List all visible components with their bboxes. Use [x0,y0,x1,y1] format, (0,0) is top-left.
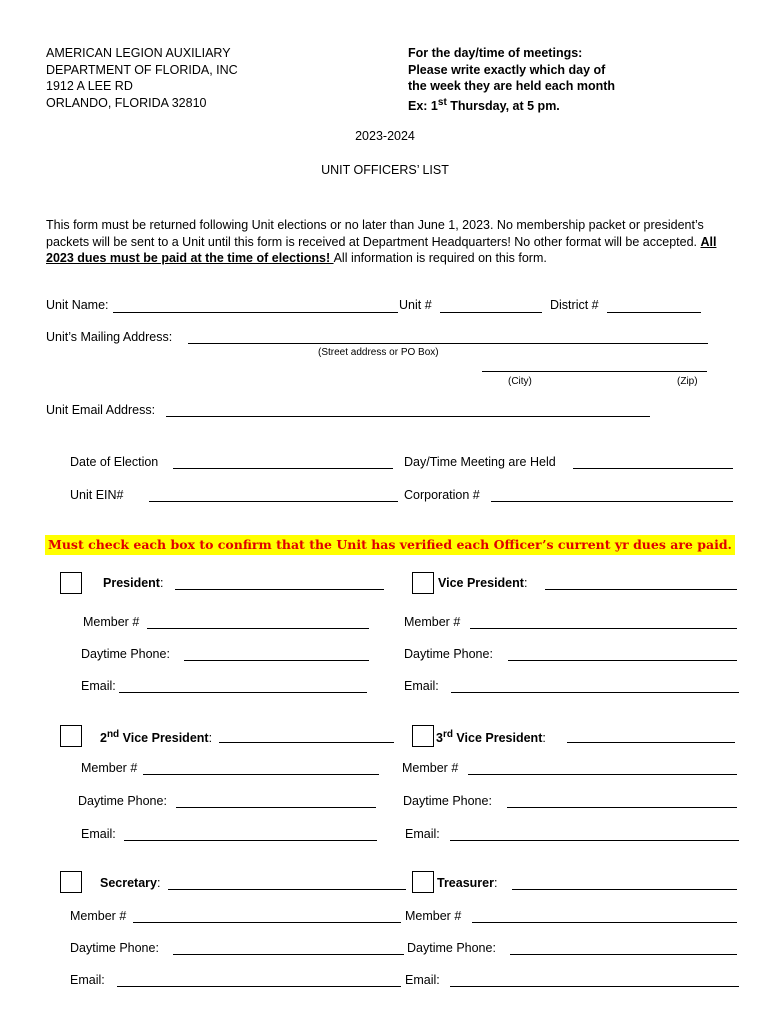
note-line: Please write exactly which day of [408,62,606,77]
second-vp-sup: nd [106,729,120,740]
zip-hint: (Zip) [677,376,698,387]
note-example-prefix: Ex: 1 [408,98,438,113]
treasurer-label [437,876,497,890]
unit-number-field[interactable] [440,312,542,313]
president-member-field[interactable] [147,628,369,629]
secretary-checkbox[interactable] [60,871,82,893]
president-checkbox[interactable] [60,572,82,594]
president-name-field[interactable] [175,589,384,590]
colon: : [159,576,164,590]
vice-president-name-field[interactable] [545,589,737,590]
unit-name-label: Unit Name: [46,298,109,312]
vice-president-phone-field[interactable] [508,660,737,661]
treasurer-checkbox[interactable] [412,871,434,893]
treasurer-name-field[interactable] [512,889,737,890]
third-vp-member-label: Member # [402,761,459,775]
second-vp-email-field[interactable] [124,840,377,841]
unit-ein-field[interactable] [149,501,398,502]
secretary-label [100,876,160,890]
second-vp-name-field[interactable] [219,742,394,743]
unit-ein-label: Unit EIN# [70,488,124,502]
colon: : [157,876,161,890]
second-vp-number: 2 [100,731,107,746]
vice-president-member-label: Member # [404,615,461,629]
election-date-field[interactable] [173,468,393,469]
form-title: UNIT OFFICERS’ LIST [321,163,449,177]
secretary-phone-field[interactable] [173,954,404,955]
treasurer-phone-field[interactable] [510,954,737,955]
secretary-phone-label: Daytime Phone: [70,941,159,955]
third-vp-email-label: Email: [405,827,440,841]
president-phone-field[interactable] [184,660,369,661]
vice-president-checkbox[interactable] [412,572,434,594]
second-vp-phone-label: Daytime Phone: [78,794,167,808]
vice-president-title: Vice President [438,576,524,590]
second-vp-phone-field[interactable] [176,807,376,808]
third-vp-member-field[interactable] [468,774,737,775]
note-example-sup: st [437,96,447,108]
third-vp-name-field[interactable] [567,742,735,743]
treasurer-phone-label: Daytime Phone: [407,941,496,955]
address-line: ORLANDO, FLORIDA 32810 [46,95,207,110]
third-vp-sup: rd [442,729,453,740]
meeting-instructions [408,45,615,114]
note-line: the week they are held each month [408,79,616,93]
vice-president-member-field[interactable] [470,628,737,629]
secretary-name-field[interactable] [168,889,406,890]
colon: : [523,576,528,590]
second-vp-member-field[interactable] [143,774,379,775]
intro-text-end: All information is required on this form. [333,251,547,265]
president-label [103,576,163,590]
meeting-time-label: Day/Time Meeting are Held [404,455,556,469]
district-label: District # [550,298,599,312]
president-title: President [103,576,160,590]
colon: : [542,731,546,746]
third-vp-email-field[interactable] [450,840,739,841]
vice-president-label [438,576,527,590]
unit-email-field[interactable] [166,416,650,417]
colon: : [493,876,498,890]
president-member-label: Member # [83,615,140,629]
secretary-email-label: Email: [70,973,105,987]
secretary-member-label: Member # [70,909,127,923]
corporation-field[interactable] [491,501,733,502]
vice-president-email-field[interactable] [451,692,739,693]
district-field[interactable] [607,312,701,313]
vice-president-phone-label: Daytime Phone: [404,647,493,661]
unit-name-field[interactable] [113,312,398,313]
treasurer-title: Treasurer [437,876,494,890]
note-line: For the day/time of meetings: [408,46,583,60]
secretary-title: Secretary [100,876,157,890]
note-example-suffix: Thursday, at 5 pm. [446,98,560,113]
vice-president-email-label: Email: [404,679,439,693]
association-address [46,45,238,111]
instructions-paragraph [46,217,722,267]
treasurer-email-field[interactable] [450,986,739,987]
treasurer-member-label: Member # [405,909,462,923]
president-email-field[interactable] [119,692,367,693]
address-line: DEPARTMENT OF FLORIDA, INC [46,62,238,77]
form-year: 2023-2024 [355,129,415,143]
mailing-address-label: Unit’s Mailing Address: [46,330,173,344]
second-vp-member-label: Member # [81,761,138,775]
third-vp-number: 3 [436,731,443,746]
mailing-street-field[interactable] [188,343,708,344]
unit-email-label: Unit Email Address: [46,403,156,417]
meeting-time-field[interactable] [573,468,733,469]
address-line: 1912 A LEE RD [46,79,133,93]
corporation-label: Corporation # [404,488,480,502]
city-hint: (City) [508,376,532,387]
dues-alert: Must check each box to confirm that the Unit has verified each Officer’s current yr dues are paid. [45,535,735,555]
third-vp-label [436,729,546,745]
third-vp-phone-field[interactable] [507,807,737,808]
secretary-member-field[interactable] [133,922,401,923]
third-vp-checkbox[interactable] [412,725,434,747]
president-email-label: Email: [81,679,116,693]
colon: : [208,731,213,746]
secretary-email-field[interactable] [117,986,401,987]
second-vp-checkbox[interactable] [60,725,82,747]
third-vp-phone-label: Daytime Phone: [403,794,492,808]
second-vp-title: Vice President [119,731,209,746]
second-vp-email-label: Email: [81,827,116,841]
address-line: AMERICAN LEGION AUXILIARY [46,46,231,60]
unit-number-label: Unit # [399,298,432,312]
second-vp-label [100,729,212,745]
intro-bold: All 2023 dues must be paid at the time of elections! [46,234,717,265]
president-phone-label: Daytime Phone: [81,647,170,661]
third-vp-title: Vice President [452,731,543,746]
intro-text: This form must be returned following Unit elections or no later than June 1, 2023. No membership packet or president’s packets will be sent to a Unit until this form is received at Department Headquarters! No other format will be accepted. [46,218,704,249]
election-date-label: Date of Election [70,455,159,469]
note-example [408,95,615,115]
street-hint: (Street address or PO Box) [318,347,439,358]
treasurer-email-label: Email: [405,973,440,987]
mailing-city-zip-field[interactable] [482,371,707,372]
treasurer-member-field[interactable] [472,922,737,923]
